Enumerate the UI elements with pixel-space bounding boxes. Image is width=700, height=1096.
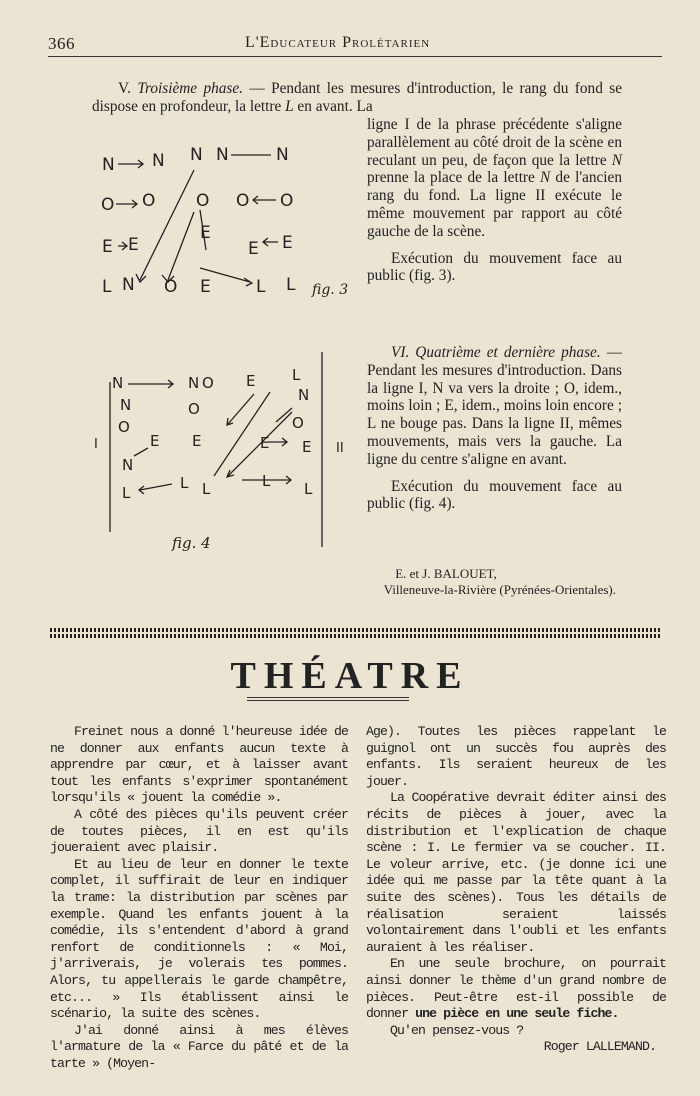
arrow xyxy=(118,242,127,250)
arrow xyxy=(118,160,143,168)
fig3-letter: E xyxy=(128,235,139,255)
fig3-letter: N xyxy=(190,145,203,165)
fig3-letter: E xyxy=(102,237,113,257)
header-rule xyxy=(48,56,662,57)
fig3-letter: O xyxy=(236,191,250,211)
fig3-caption: fig. 3 xyxy=(312,282,349,298)
fig3-letter: O xyxy=(196,191,210,211)
arrow xyxy=(116,200,137,208)
section-v-lead: V. xyxy=(118,80,131,97)
section-vi-text xyxy=(367,344,622,513)
arrow xyxy=(139,484,172,494)
fig4-letter: E xyxy=(260,434,270,452)
fig4-letter: N xyxy=(188,374,200,392)
title-rule-2 xyxy=(247,700,409,701)
journal-title: L'Educateur Prolétarien xyxy=(245,34,431,51)
fig4-letter: L xyxy=(292,366,301,384)
fig4-letter: N xyxy=(298,386,310,404)
separator-dots-bottom xyxy=(50,634,662,638)
section-v-text-1: — Pendant les mesures d'introduction, le rang du fond se dispose en profondeur, la lettre xyxy=(92,80,622,115)
section-v-execution: Exécution du mouvement face au public (fig. 3). xyxy=(367,249,622,285)
fig3-letter: N xyxy=(102,155,115,175)
paragraph: J'ai donné ainsi à mes élèves l'armature de la « Farce du pâté et de la tarte » (Moyen- xyxy=(50,1022,348,1071)
fig4-letter: O xyxy=(202,374,214,392)
arrow xyxy=(134,448,148,456)
fig4-letter: L xyxy=(304,480,313,498)
section-vi-heading: VI. Quatrième et dernière phase. xyxy=(391,344,601,361)
fig3-letter: L xyxy=(102,277,112,297)
fig4-letter: O xyxy=(188,400,200,418)
fig3-letter: E xyxy=(200,277,211,297)
fig4-letter: L xyxy=(262,472,271,490)
fig4-letter: E xyxy=(192,432,202,450)
article-right-column xyxy=(366,724,666,1056)
section-v-heading: Troisième phase. xyxy=(137,80,243,97)
paragraph: Et au lieu de leur en donner le texte complet, il suffirait de leur en indiquer la trame: la distribution par scènes par exemple. Quand les enfants jouent à la comédie, ils s'entendent d'abord à grand renfort de conditionnels : « Moi, j'arriverais, je volerais tes pommes. Alors, tu appellerais le garde champêtre, etc... » Ils établissent ainsi le scénario, la suite des scènes. xyxy=(50,856,348,1022)
fig3-letter: O xyxy=(101,195,115,215)
article-left-column xyxy=(50,724,348,1072)
figure-4-diagram xyxy=(92,352,354,552)
paragraph: Age). Toutes les pièces rappelant le guignol ont un succès fou auprès des enfants. Ils seraient heureux de les jouer. xyxy=(366,724,666,789)
arrow xyxy=(253,196,276,204)
fig3-letter: N xyxy=(122,275,135,295)
paragraph-text: En une seule brochure, on pourrait ainsi donner le thème d'un grand nombre de pièces. Peut-être est-il possible de donner xyxy=(366,956,666,1022)
page-number: 366 xyxy=(48,34,75,53)
section-v-text-2-part: en avant. La xyxy=(293,97,373,115)
side-label-right: II xyxy=(336,441,344,456)
letter-n2: N xyxy=(540,169,551,187)
fig4-letter: N xyxy=(122,456,134,474)
figure-3-diagram xyxy=(96,130,356,305)
section-vi-execution: Exécution du mouvement face au public (fig. 4). xyxy=(367,477,622,513)
fig4-letter: E xyxy=(302,438,312,456)
fig3-letter: L xyxy=(286,275,296,295)
author-place: Villeneuve-la-Rivière (Pyrénées-Orientales). xyxy=(383,582,616,597)
fig4-letter: O xyxy=(118,418,130,436)
title-rule-1 xyxy=(247,697,409,698)
fig4-letter: E xyxy=(246,372,256,390)
arrow xyxy=(162,212,194,282)
section-vi-body: — Pendant les mesures d'introduction. Dans la ligne I, N va vers la droite ; O, idem., moins loin ; E, idem., moins loin encore ; L ne bouge pas. Dans la ligne II, mêmes mouvements, mais vers la gauche. La ligne du centre s'aligne en avant. xyxy=(367,344,622,468)
arrow xyxy=(268,438,287,446)
fig4-caption: fig. 4 xyxy=(172,534,211,552)
paragraph: A côté des pièces qu'ils peuvent créer de toutes pièces, il en est qu'ils joueraient avec plaisir. xyxy=(50,806,348,856)
fig4-letter: N xyxy=(112,374,124,392)
arrow xyxy=(128,380,173,388)
emphasis-text: une pièce en une seule fiche. xyxy=(415,1006,619,1022)
fig3-letter: L xyxy=(256,277,266,297)
fig4-letter: L xyxy=(202,480,211,498)
letter-n1: N xyxy=(611,151,622,169)
letter-l: L xyxy=(285,97,294,115)
fig4-letter: L xyxy=(122,484,131,502)
arrow xyxy=(136,170,194,282)
article-author: Roger LALLEMAND. xyxy=(543,1039,656,1055)
fig3-letter: O xyxy=(280,191,294,211)
fig3-letter: O xyxy=(142,191,156,211)
fig4-letter: O xyxy=(292,414,304,432)
author-names: E. et J. BALOUET, xyxy=(395,566,497,581)
arrow xyxy=(227,412,292,477)
fig3-letter: N xyxy=(276,145,289,165)
paragraph: La Coopérative devrait éditer ainsi des récits de pièces à jouer, avec la distribution et l'explication de chaque scène : I. Le fermier va se coucher. II. Le voleur arrive, etc. (je donne ici une idée qui me passe par la tête quant à la suite des scènes). Tous les détails de réalisation seraient laissés volontairement dans l'oubli et les enfants auraient à les réaliser. xyxy=(366,790,666,955)
fig4-letter: L xyxy=(180,474,189,492)
paragraph: Qu'en pensez-vous ? xyxy=(390,1022,524,1038)
article-title: THÉATRE xyxy=(230,655,470,697)
fig3-letter: E xyxy=(200,223,211,243)
paragraph: Freinet nous a donné l'heureuse idée de ne donner aux enfants aucun texte à apprendre par cœur, et à laisser avant tout les enfants s'exprimer spontanément lorsqu'ils « jouent la comédie ». xyxy=(50,724,348,806)
fig3-letter: E xyxy=(282,233,293,253)
separator-dots-top xyxy=(50,628,662,632)
arrow xyxy=(263,238,278,246)
fig3-letter: E xyxy=(248,239,259,259)
arrow xyxy=(227,394,254,425)
fig3-letter: N xyxy=(152,151,165,171)
fig4-letter: E xyxy=(150,432,160,450)
section-v-text-right: ligne I de la phrase précédente s'aligne parallèlement au côté droit de la scène en reculant un peu, de façon que la lettre N prenne la place de la lettre N de l'ancien rang du fond. La ligne II exécute le même mouvement par rapport au côté gauche de la scène. Exécution du mouvement face au public (fig. 3). xyxy=(367,116,622,285)
fig3-letter: N xyxy=(216,145,229,165)
fig3-letter: O xyxy=(164,277,178,297)
section-v-text xyxy=(92,80,622,116)
fig4-letter: N xyxy=(120,396,132,414)
paragraph xyxy=(366,956,666,1022)
side-label-left: I xyxy=(94,437,98,452)
